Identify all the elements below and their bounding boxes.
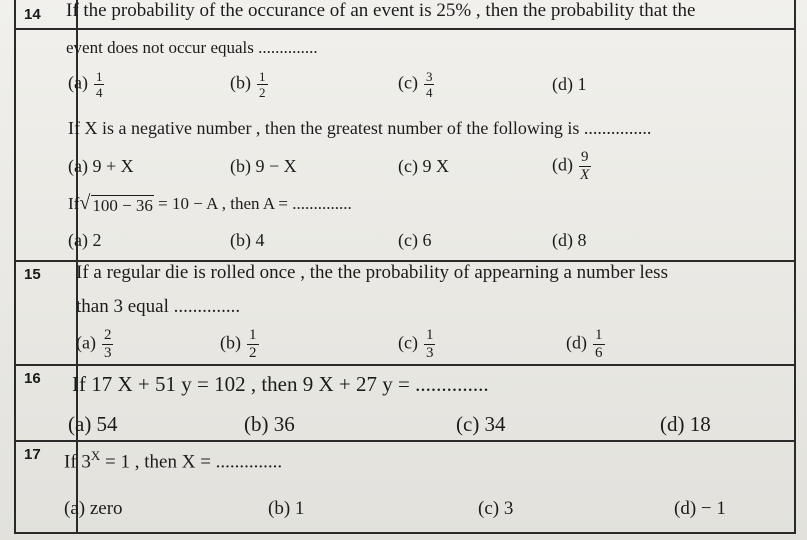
q17-option-d[interactable]: (d) − 1 [674, 498, 726, 519]
q14-text-line1: If the probability of the occurance of an event is 25% , then the probability that the [66, 0, 696, 21]
q14-option-c[interactable]: (c) $\frac{3}{4}$ [398, 69, 433, 100]
q14-option-d[interactable]: (d) 1 [552, 74, 587, 94]
q14-option-a[interactable]: (a) $\frac{1}{4}$ [68, 69, 103, 100]
q14b-option-b[interactable]: (b) 9 − X [230, 156, 297, 176]
row-divider [16, 440, 794, 442]
q17-option-b[interactable]: (b) 1 [268, 498, 305, 519]
q16-option-d[interactable]: (d) 18 [660, 412, 711, 436]
square-root: √ 100 − 36 [79, 192, 153, 215]
q14b-text: If X is a negative number , then the greatest number of the following is ............... [68, 118, 652, 138]
q15-option-c[interactable]: (c) $\frac{1}{3}$ [398, 327, 434, 361]
q14c-option-b[interactable]: (b) 4 [230, 230, 265, 250]
row-divider [16, 28, 794, 30]
q14b-option-d[interactable]: (d) $\frac{9}{X}$ [552, 149, 590, 183]
q14c-option-c[interactable]: (c) 6 [398, 230, 432, 250]
q17-option-a[interactable]: (a) zero [64, 498, 123, 519]
q15-text-line2: than 3 equal .............. [76, 296, 241, 317]
q14-option-b[interactable]: (b) $\frac{1}{2}$ [230, 69, 266, 100]
question-table [14, 0, 796, 534]
row-divider [16, 364, 794, 366]
q15-text-line1: If a regular die is rolled once , the the probability of appearning a number less [76, 262, 668, 283]
q16-option-a[interactable]: (a) 54 [68, 412, 118, 436]
q15-option-b[interactable]: (b) $\frac{1}{2}$ [220, 327, 257, 361]
q14-text-line2: event does not occur equals .............. [66, 38, 318, 57]
q14c-option-d[interactable]: (d) 8 [552, 230, 587, 250]
question-number-14: 14 [24, 6, 41, 23]
q17-option-c[interactable]: (c) 3 [478, 498, 514, 519]
question-number-15: 15 [24, 266, 41, 283]
q16-option-b[interactable]: (b) 36 [244, 412, 295, 436]
q14c-option-a[interactable]: (a) 2 [68, 230, 102, 250]
q16-text: If 17 X + 51 y = 102 , then 9 X + 27 y = .............. [72, 372, 489, 396]
question-number-17: 17 [24, 446, 41, 463]
q17-text: If $3^X = 1$ , then X = .............. [64, 448, 283, 473]
q14b-option-c[interactable]: (c) 9 X [398, 156, 449, 176]
q14c-text: If √ 100 − 36 = 10 − A , then A = .............. [68, 192, 352, 215]
question-number-16: 16 [24, 370, 41, 387]
q15-option-a[interactable]: (a) $\frac{2}{3}$ [76, 327, 112, 361]
q16-option-c[interactable]: (c) 34 [456, 412, 506, 436]
q15-option-d[interactable]: (d) $\frac{1}{6}$ [566, 327, 603, 361]
q14b-option-a[interactable]: (a) 9 + X [68, 156, 134, 176]
